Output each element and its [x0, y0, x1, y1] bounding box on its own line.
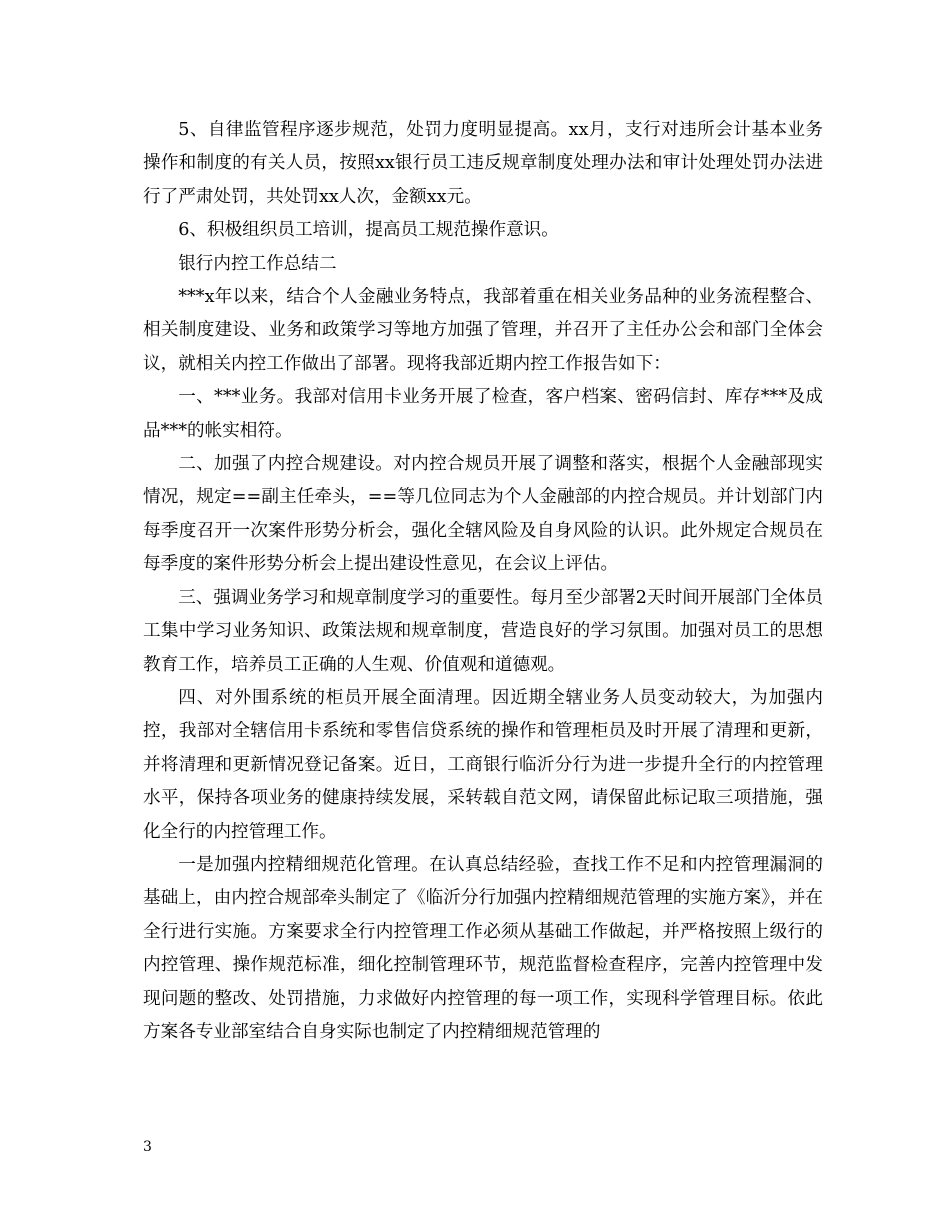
paragraph-1: 5、自律监管程序逐步规范，处罚力度明显提高。xx月，支行对违所会计基本业务操作和制度的有关人员，按照xx银行员工违反规章制度处理办法和审计处理处罚办法进行了严肃处罚，共处罚xx人次，金额xx元。 — [143, 120, 823, 207]
paragraph-6: 三、强调业务学习和规章制度学习的重要性。每月至少部署2天时间开展部门全体员工集中学习业务知识、政策法规和规章制度，营造良好的学习氛围。加强对员工的思想教育工作，培养员工正确的人生观、价值观和道德观。 — [143, 587, 823, 675]
section-heading: 银行内控工作总结二 — [178, 253, 337, 274]
page-number: 3 — [143, 1139, 152, 1155]
body-text — [143, 114, 823, 1049]
paragraph-7: 四、对外围系统的柜员开展全面清理。因近期全辖业务人员变动较大，为加强内控，我部对全辖信用卡系统和零售信贷系统的操作和管理柜员及时开展了清理和更新，并将清理和更新情况登记备案。近日，工商银行临沂分行为进一步提升全行的内控管理水平，保持各项业务的健康持续发展，采转载自范文网，请保留此标记取三项措施，强化全行的内控管理工作。 — [143, 687, 823, 842]
paragraph-2: 6、积极组织员工培训，提高员工规范操作意识。 — [178, 220, 559, 241]
paragraph-5: 二、加强了内控合规建设。对内控合规员开展了调整和落实，根据个人金融部现实情况，规定==副主任牵头，==等几位同志为个人金融部的内控合规员。并计划部门内每季度召开一次案件形势分析会，强化全辖风险及自身风险的认识。此外规定合规员在每季度的案件形势分析会上提出建设性意见，在会议上评估。 — [143, 454, 823, 575]
paragraph-4: 一、***业务。我部对信用卡业务开展了检查，客户档案、密码信封、库存***及成品***的帐实相符。 — [143, 387, 823, 441]
paragraph-3: ***x年以来，结合个人金融业务特点，我部着重在相关业务品种的业务流程整合、相关制度建设、业务和政策学习等地方加强了管理，并召开了主任办公会和部门全体会议，就相关内控工作做出了部署。现将我部近期内控工作报告如下： — [143, 287, 823, 374]
paragraph-8: 一是加强内控精细规范化管理。在认真总结经验，查找工作不足和内控管理漏洞的基础上，由内控合规部牵头制定了《临沂分行加强内控精细规范管理的实施方案》，并在全行进行实施。方案要求全行内控管理工作必须从基础工作做起，并严格按照上级行的内控管理、操作规范标准，细化控制管理环节，规范监督检查程序，完善内控管理中发现问题的整改、处罚措施，力求做好内控管理的每一项工作，实现科学管理目标。依此方案各专业部室结合自身实际也制定了内控精细规范管理的 — [143, 854, 823, 1042]
